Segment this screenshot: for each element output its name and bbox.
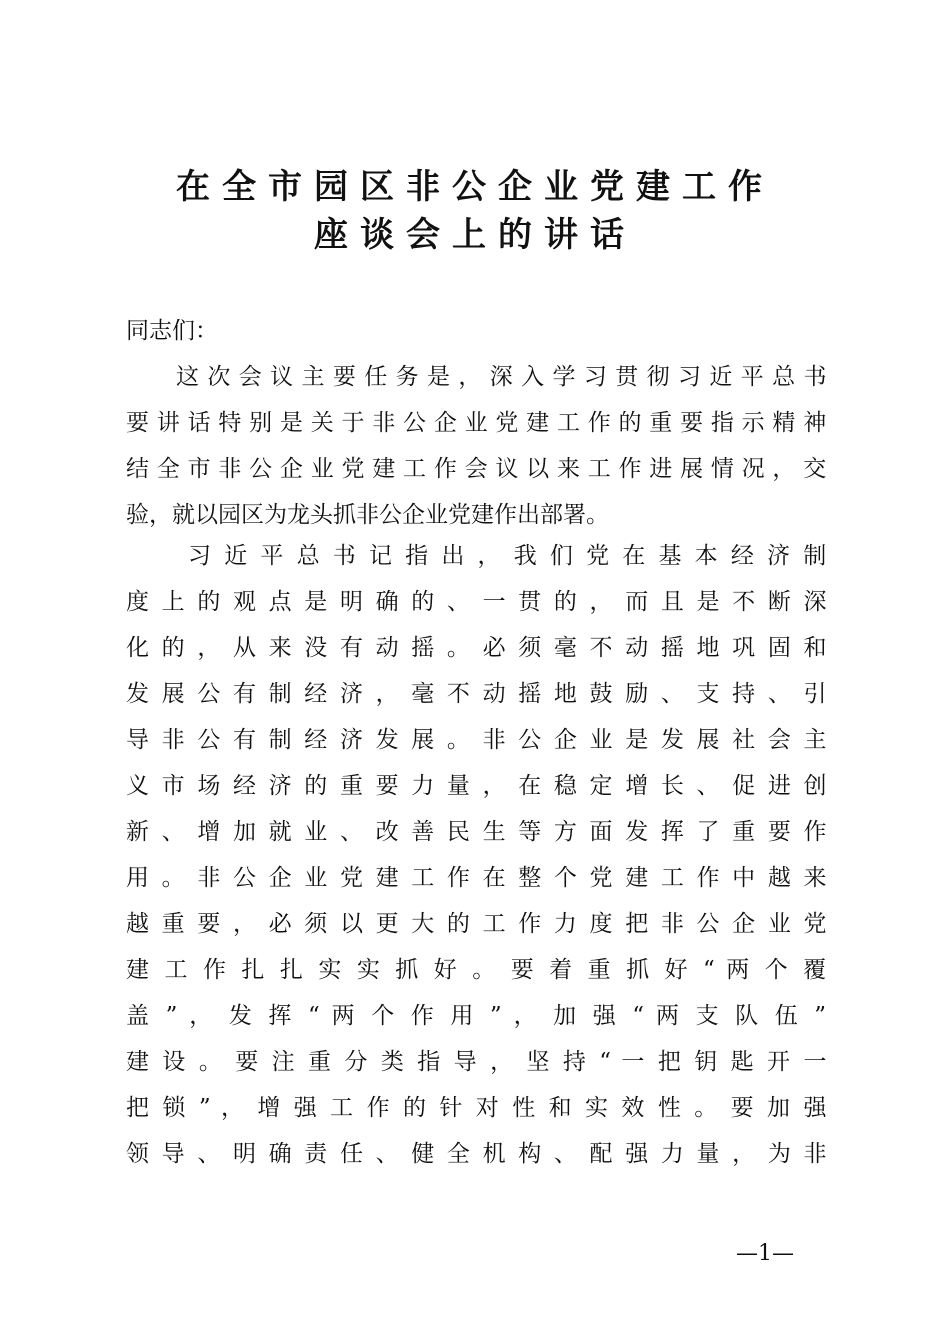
document-title-line-2: 座谈会上的讲话 [314, 215, 636, 255]
paragraph-line: 盖​ ”​ ，​ 发​ 挥​ “​ 两​ 个​ 作​ 用​ ”​ ，​ 加​ 强​ “​ 两​ 支​ 队​ 伍​ ” [126, 1003, 826, 1029]
paragraph-line: 领​ 导​ 、​ 明​ 确​ 责​ 任​ 、​ 健​ 全​ 机​ 构​ 、​ 配​ 强​ 力​ 量​ ，​ 为​ 非 [126, 1141, 826, 1167]
paragraph-line: 习​ 近​ 平​ 总​ 书​ 记​ 指​ 出​ ，​ 我​ 们​ 党​ 在​ 基​ 本​ 经​ 济​ 制 [188, 543, 826, 569]
paragraph-line: 义​ 市​ 场​ 经​ 济​ 的​ 重​ 要​ 力​ 量​ ，​ 在​ 稳​ 定​ 增​ 长​ 、​ 促​ 进​ 创 [126, 773, 826, 799]
paragraph-line: 把​ 锁​ ”​ ，​ 增​ 强​ 工​ 作​ 的​ 针​ 对​ 性​ 和​ 实​ 效​ 性​ 。​ 要​ 加​ 强 [126, 1095, 826, 1121]
paragraph-line: 化​ 的​ ，​ 从​ 来​ 没​ 有​ 动​ 摇​ 。​ 必​ 须​ 毫​ 不​ 动​ 摇​ 地​ 巩​ 固​ 和 [126, 635, 826, 661]
page-number: —1— [736, 1241, 794, 1266]
paragraph-line: 发​ 展​ 公​ 有​ 制​ 经​ 济​ ，​ 毫​ 不​ 动​ 摇​ 地​ 鼓​ 励​ 、​ 支​ 持​ 、​ 引 [126, 681, 826, 707]
paragraph-line: 建​ 工​ 作​ 扎​ 扎​ 实​ 实​ 抓​ 好​ 。​ 要​ 着​ 重​ 抓​ 好​ “​ 两​ 个​ 覆 [126, 957, 826, 983]
paragraph-line: 越​ 重​ 要​ ，​ 必​ 须​ 以​ 更​ 大​ 的​ 工​ 作​ 力​ 度​ 把​ 非​ 公​ 企​ 业​ 党 [126, 911, 826, 937]
paragraph-line: 结​ 全​ 市​ 非​ 公​ 企​ 业​ 党​ 建​ 工​ 作​ 会​ 议​ 以​ 来​ 工​ 作​ 进​ 展​ 情​ 况​ ，​ 交 [126, 456, 826, 482]
paragraph-line: 验，就以园区为龙头抓非公企业党建作出部署。 [126, 502, 609, 528]
paragraph-line: 要​ 讲​ 话​ 特​ 别​ 是​ 关​ 于​ 非​ 公​ 企​ 业​ 党​ 建​ 工​ 作​ 的​ 重​ 要​ 指​ 示​ 精​ 神 [126, 410, 826, 436]
paragraph-line: 这​ 次​ 会​ 议​ 主​ 要​ 任​ 务​ 是​ ，​ 深​ 入​ 学​ 习​ 贯​ 彻​ 习​ 近​ 平​ 总​ 书 [176, 364, 826, 390]
paragraph-line: 度​ 上​ 的​ 观​ 点​ 是​ 明​ 确​ 的​ 、​ 一​ 贯​ 的​ ，​ 而​ 且​ 是​ 不​ 断​ 深 [126, 589, 826, 615]
paragraph-line: 用​ 。​ 非​ 公​ 企​ 业​ 党​ 建​ 工​ 作​ 在​ 整​ 个​ 党​ 建​ 工​ 作​ 中​ 越​ 来 [126, 865, 826, 891]
document-title-line-1: 在全市园区非公企业党建工作 [176, 167, 774, 207]
paragraph-line: 建​ 设​ 。​ 要​ 注​ 重​ 分​ 类​ 指​ 导​ ，​ 坚​ 持​ “​ 一​ 把​ 钥​ 匙​ 开​ 一 [126, 1049, 826, 1075]
paragraph-line: 导​ 非​ 公​ 有​ 制​ 经​ 济​ 发​ 展​ 。​ 非​ 公​ 企​ 业​ 是​ 发​ 展​ 社​ 会​ 主 [126, 727, 826, 753]
salutation: 同志们： [126, 318, 218, 344]
paragraph-line: 新​ 、​ 增​ 加​ 就​ 业​ 、​ 改​ 善​ 民​ 生​ 等​ 方​ 面​ 发​ 挥​ 了​ 重​ 要​ 作 [126, 819, 826, 845]
